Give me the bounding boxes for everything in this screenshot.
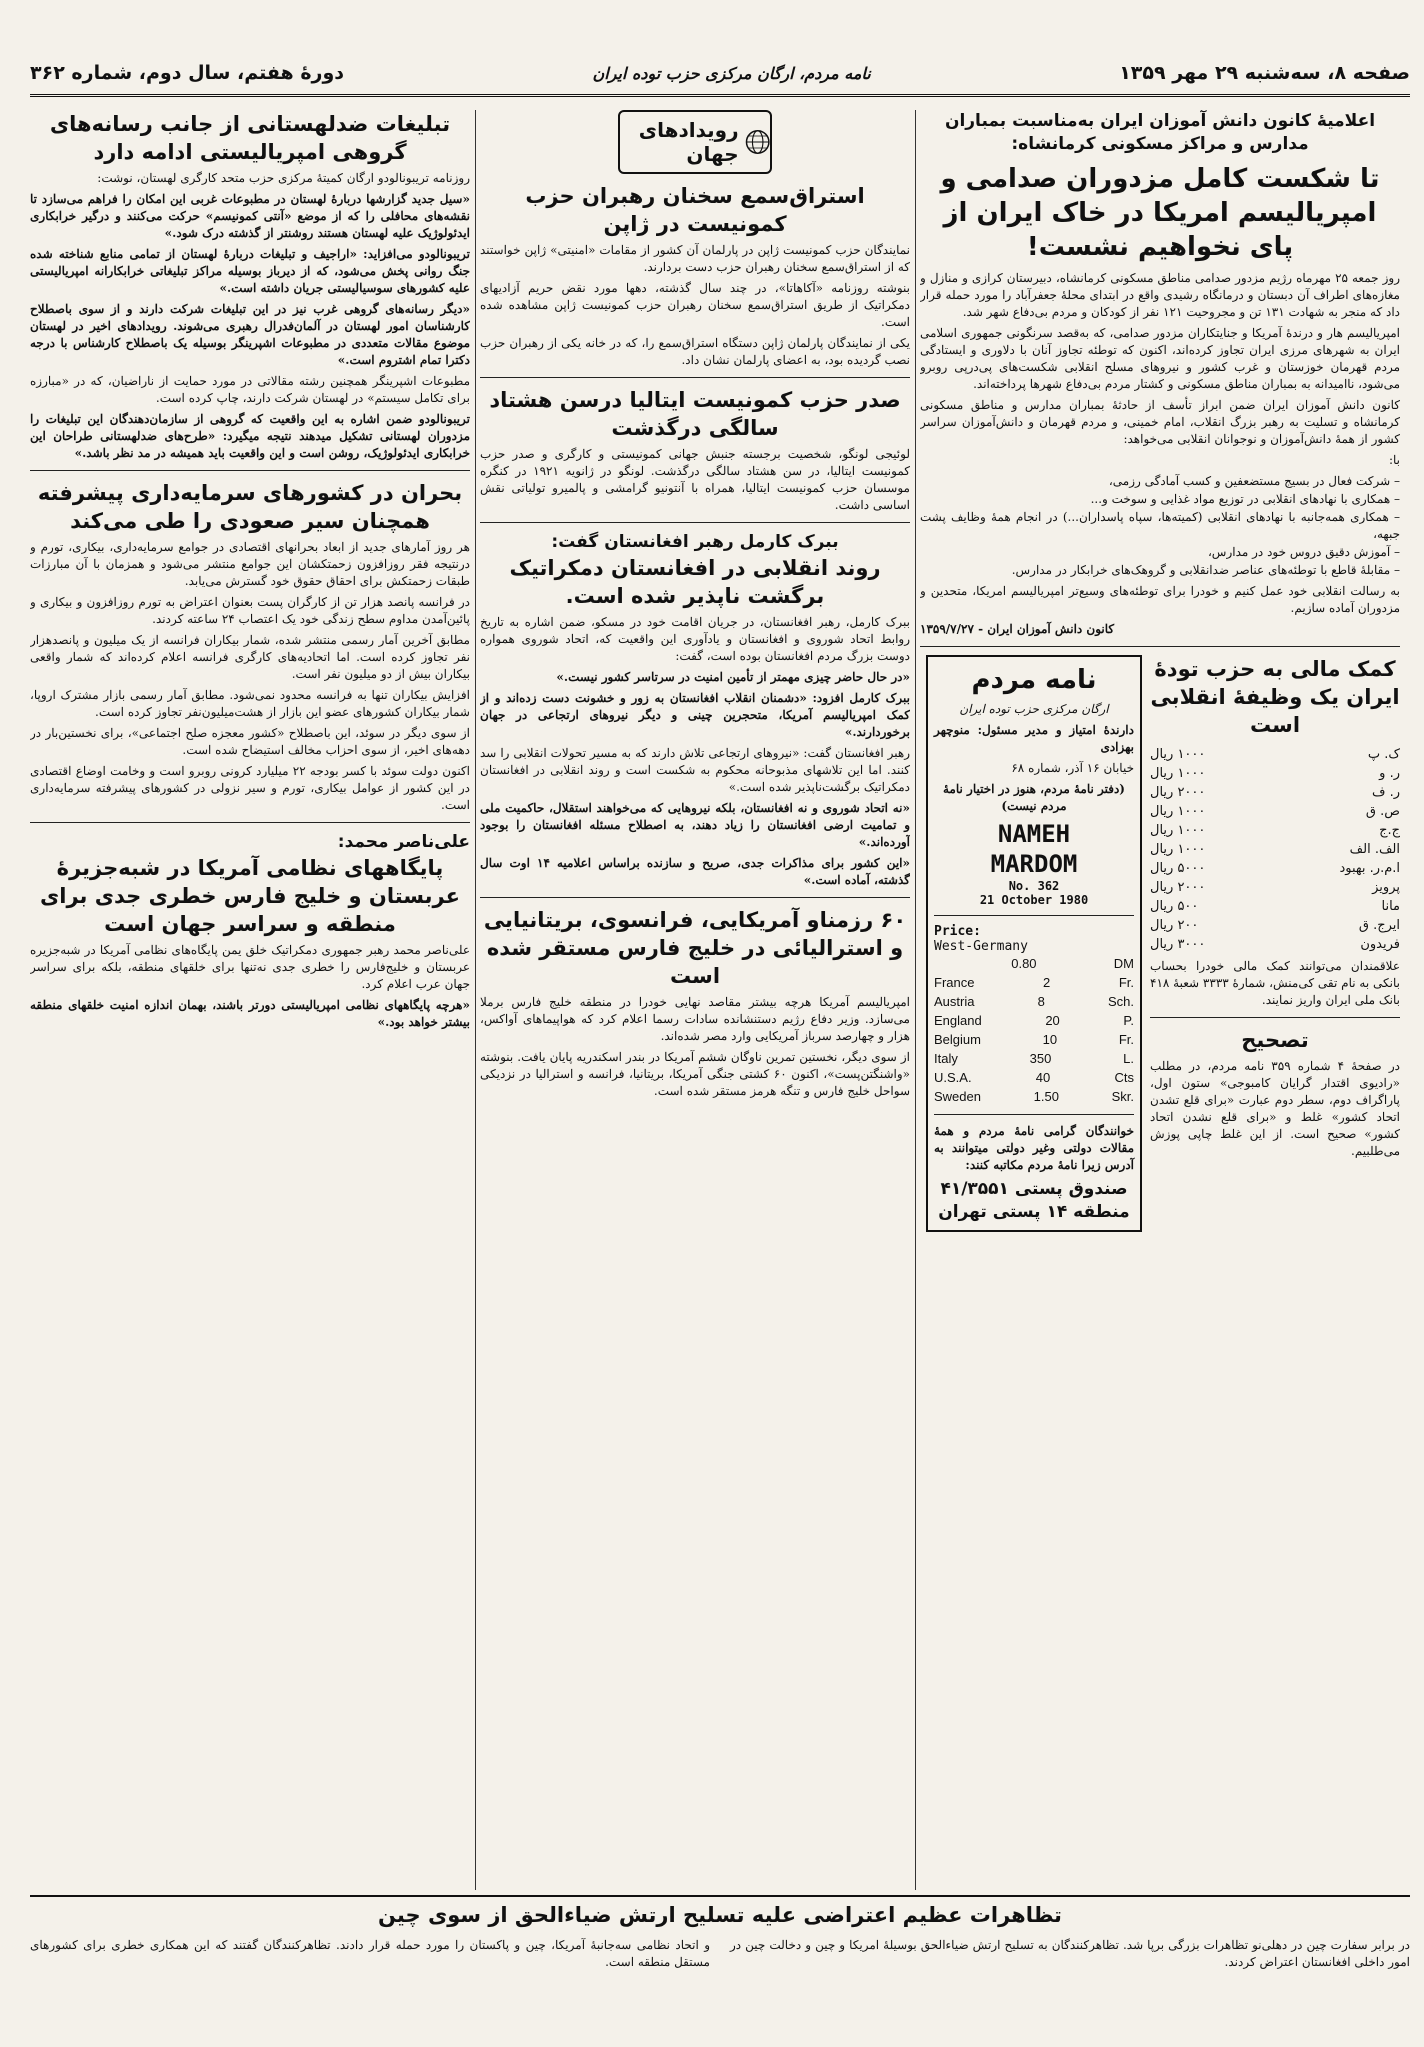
donor-list — [1150, 745, 1400, 954]
article-paragraph: روز جمعه ۲۵ مهرماه رژیم مزدور صدامی مناطق مسکونی کرمانشاه، دبیرستان کرازی و منازل و مغازه‌های اطراف آن دبستان و درمانگاه رشیدی واقع در ابتدای محلهٔ جعفرآباد را مورد حمله قرار داد که منجر به شهادت ۱۳۱ تن و مجروحیت ۱۲۱ نفر از کودکان و مردم بی‌دفاع شهر شد. — [920, 271, 1400, 319]
list-item: – آموزش دقیق دروس خود در مدارس، — [1207, 545, 1400, 559]
donor-row: ص. ق ۱۰۰۰ ریال — [1150, 804, 1400, 819]
aid-section — [1150, 655, 1400, 1232]
world-events-logo — [618, 110, 772, 174]
main-headline: تا شکست کامل مزدوران صدامی و امپریالیسم امریکا در خاک ایران از پای نخواهیم نشست! — [940, 164, 1380, 262]
column-rule — [475, 110, 476, 1890]
price-row: Sweden 1.50 Skr. — [934, 1089, 1134, 1104]
latin-title: NAMEH — [997, 820, 1071, 848]
price-row: France 2 Fr. — [934, 975, 1134, 990]
donation-note: علاقمندان می‌توانند کمک مالی خودرا بحساب بانکی به نام تقی کی‌منش، شمارهٔ ۳۳۳۳ شعبهٔ ۴۱۸ بانک ملی ایران واریز نمایند. — [1150, 959, 1400, 1007]
article-paragraph: افزایش بیکاران تنها به فرانسه محدود نمی‌شود. مطابق آمار رسمی بازار مشترک اروپا، شمار بیکاران کشورهای عضو این بازار از هشت‌میلیون‌نفر تجاوز کرده است. — [30, 688, 470, 719]
lower-right-block — [920, 655, 1400, 1232]
article-paragraph: «در حال حاضر چیزی مهمتر از تأمین امنیت در سرتاسر کشور نیست.» — [556, 670, 910, 684]
page-info: صفحه ۸، سه‌شنبه ۲۹ مهر ۱۳۵۹ — [1119, 62, 1410, 84]
list-item: – همکاری همه‌جانبه با نهادهای انقلابی (کمیته‌ها، سپاه پاسداران...) در انجام همهٔ وظایف پشت جبهه، — [920, 510, 1400, 541]
article-paragraph: علی‌ناصر محمد رهبر جمهوری دمکراتیک خلق یمن پایگاه‌های نظامی آمریکا در شبه‌جزیره عربستان و خلیج‌فارس را خطری جدی نه‌تنها برای خلقهای منطقه، بلکه برای سراسر جهان عرب اعلام کرد. — [30, 943, 470, 991]
issue-date-latin: 21 October 1980 — [979, 893, 1089, 907]
price-row: England 20 P. — [934, 1013, 1134, 1028]
article-headline: استراق‌سمع سخنان رهبران حزب کمونیست در ژاپن — [525, 184, 865, 236]
article-paragraph: مطابق آخرین آمار رسمی منتشر شده، شمار بیکاران فرانسه از یک میلیون و پانصدهزار نفر تجاوز کرده است. اما اتحادیه‌های کارگری فرانسه اعلام کرده‌اند که شمار واقعی بیکاران بیش از دو میلیون نفر است. — [30, 633, 470, 681]
donor-row: فریدون ۳۰۰۰ ریال — [1150, 937, 1400, 952]
logo-text: رویدادهای جهان — [638, 118, 739, 166]
article-paragraph: در برابر سفارت چین در دهلی‌نو تظاهرات بزرگی برپا شد. تظاهرکنندگان به تسلیح ارتش ضیاءالحق بوسیلهٔ امریکا و چین و دخالت چین در امور داخلی افغانستان اعتراض کردند. — [730, 1938, 1410, 1969]
donor-row: مانا ۵۰۰ ریال — [1150, 899, 1400, 914]
price-label: Price: — [934, 924, 981, 939]
correction-text: در صفحهٔ ۴ شماره ۳۵۹ نامه مردم، در مطلب «رادیوی اقتدار گرایان کامبوجی» ستون اول، پاراگراف دوم، سطر دوم عبارت «برای قلع تشدن اتحاد کشور» غلط و «برای قلع نشدن اتحاد کشور» صحیح است. از این غلط چاپی پوزش می‌طلبیم. — [1150, 1059, 1400, 1158]
article-headline: روند انقلابی در افغانستان دمکراتیک برگشت ناپذیر شده است. — [509, 556, 881, 608]
price-row: 0.80 DM — [1011, 956, 1134, 971]
paper-name: نامه مردم، ارگان مرکزی حزب توده ایران — [592, 63, 871, 83]
divider — [920, 646, 1400, 647]
middle-column — [480, 110, 910, 1104]
right-column — [920, 110, 1400, 1232]
article-headline: تظاهرات عظیم اعتراضی علیه تسلیح ارتش ضیاءالحق از سوی چین — [378, 1903, 1062, 1927]
signature: کانون دانش آموزان ایران - ۱۳۵۹/۷/۲۷ — [920, 622, 1115, 636]
donor-row: ایرج. ق ۲۰۰ ریال — [1150, 918, 1400, 933]
closing-paragraph: به رسالت انقلابی خود عمل کنیم و خودرا برای توطئه‌های وسیع‌تر امپریالیسم امریکا، متحدین و مزدوران آماده سازیم. — [920, 584, 1400, 615]
divider — [1150, 1017, 1400, 1018]
divider — [30, 470, 470, 471]
article-paragraph: و اتحاد نظامی سه‌جانبهٔ آمریکا، چین و پاکستان را مورد حمله قرار دادند. تظاهرکنندگان گفتند که این همکاری خطری برای کشورهای مستقل منطقه است. — [30, 1938, 710, 1969]
article-paragraph: یکی از نمایندگان پارلمان ژاپن دستگاه استراق‌سمع را، که در خانه یکی از رهبران حزب نصب گردیده بود، به اعضای پارلمان نشان داد. — [480, 336, 910, 367]
price-row: Belgium 10 Fr. — [934, 1032, 1134, 1047]
list-item: – شرکت فعال در بسیج مستضعفین و کسب آمادگی رزمی، — [1108, 474, 1400, 488]
divider — [934, 1114, 1134, 1115]
publisher-title: نامه مردم — [971, 665, 1097, 695]
page-masthead — [30, 52, 1410, 97]
article-headline: پایگاههای نظامی آمریکا در شبه‌جزیرهٔ عربستان و خلیج فارس خطری جدی برای منطقه و سراسر جهان است — [40, 856, 460, 936]
donor-row: ک. پ ۱۰۰۰ ریال — [1150, 747, 1400, 762]
article-headline: صدر حزب کمونیست ایتالیا درسن هشتاد سالگی درگذشت — [489, 388, 901, 440]
article-paragraph: نمایندگان حزب کمونیست ژاپن در پارلمان آن کشور از مقامات «امنیتی» ژاپن خواستند که از استراق‌سمع سخنان رهبران حزب دست بردارند. — [480, 243, 910, 274]
article-paragraph: «سیل جدید گزارشها دربارهٔ لهستان در مطبوعات غربی این امکان را فراهم می‌سازد تا نقشه‌های محافلی را که از موضع «آنتی کمونیسم» حرکت می‌کنند و درگیر خرابکاری ایدئولوژیک علیه لهستان هستند روشنتر از گذشته درک شود.» — [30, 192, 470, 240]
divider — [934, 915, 1134, 916]
article-paragraph: امپریالیسم هار و درندهٔ آمریکا و جنایتکاران مزدور صدامی، که به‌قصد سرنگونی جمهوری اسلامی ایران به شهرهای مرزی ایران تجاوز کرده‌اند، اکنون که توطئه تجاوز آنان با دلاوری و ایستادگی مردم قهرمان خوزستان و غرب کشور و نیروهای مسلح انقلابی شکست‌های پی‌درپی روبرو می‌شود، ناامیدانه به بمباران مناطق مسکونی و کشتار مردم بی‌دفاع شهرها پرداخته‌اند. — [920, 326, 1400, 391]
donor-row: ر. و ۱۰۰۰ ریال — [1150, 766, 1400, 781]
list-item: – مقابلهٔ قاطع با توطئه‌های عناصر ضدانقلابی و گروهک‌های خرابکار در مدارس. — [1011, 563, 1400, 577]
article-paragraph: در فرانسه پانصد هزار تن از کارگران پست بعنوان اعتراض به تورم روزافزون و بیکاری و پائین‌آمدن مداوم سطح زندگی خود یک اعتصاب ۲۴ ساعته کردند. — [30, 595, 470, 626]
po-box: صندوق پستی ۴۱/۳۵۵۱ منطقه ۱۴ پستی تهران — [938, 1179, 1130, 1222]
issue-info: دورهٔ هفتم، سال دوم، شماره ۳۶۲ — [30, 62, 345, 84]
article-paragraph: مطبوعات اشپرینگر همچنین رشته مقالاتی در مورد حمایت از ناراضیان، که در «مبارزه برای تکامل سیستم» در لهستان شرکت دارند، چاپ کرده است. — [30, 374, 470, 405]
publisher-address: خیابان ۱۶ آذر، شماره ۶۸ — [1011, 761, 1134, 775]
donor-row: ر. ف ۲۰۰۰ ریال — [1150, 785, 1400, 800]
article-paragraph: ببرک کارمل، رهبر افغانستان، در جریان اقامت خود در مسکو، ضمن اشاره به تاریخ روابط اتحاد شوروی و افغانستان و یادآوری این واقعیت که، اتحاد شوروی همواره دوست بزرگ مردم افغانستان بوده است، گفت: — [480, 615, 910, 663]
article-headline: بحران در کشورهای سرمایه‌داری پیشرفته همچنان سیر صعودی را طی می‌کند — [37, 481, 463, 533]
article-paragraph: اکنون دولت سوئد با کسر بودجه ۲۲ میلیارد کرونی روبرو است و وخامت اوضاع اقتصادی در این کشور از عوامل بیکاری، تورم و سیر نزولی در کشورهای پیشرفته سرمایه‌داری است. — [30, 764, 470, 812]
list-intro: با: — [1388, 453, 1400, 467]
article-paragraph: «دیگر رسانه‌های گروهی غرب نیز در این تبلیغات شرکت دارند و از سوی باصطلاح کارشناسان امور لهستان در آلمان‌فدرال رهبری می‌شوند. رویدادهای اخیر در لهستان موضوع مقالات متعددی در مطبوعات اشپرینگر بوسیله یک باصطلاح کارشناس با درجه دکترا تمام اشتروم است.» — [30, 302, 470, 367]
list-item: – همکاری با نهادهای انقلابی در توزیع مواد غذایی و سوخت و... — [1090, 492, 1400, 506]
article-paragraph: تریبونالودو می‌افزاید: «اراجیف و تبلیغات دربارهٔ لهستان از تمامی منابع شناخته شده جنگ روانی پخش می‌شود، که از دیرباز بوسیله مراکز تبلیغاتی خرابکارانه امپریالیستی علیه کشورهای سوسیالیستی جریان داشته است.» — [30, 247, 470, 295]
donor-row: الف. الف ۱۰۰۰ ریال — [1150, 842, 1400, 857]
price-country: West-Germany — [934, 939, 1028, 954]
publisher-note: (دفتر نامهٔ مردم، هنوز در اختیار نامهٔ مردم نیست) — [942, 782, 1125, 813]
publisher-box — [926, 655, 1142, 1232]
article-paragraph: «نه اتحاد شوروی و نه افغانستان، بلکه نیروهایی که می‌خواهند استقلال، حاکمیت ملی و تمامیت ارضی افغانستان را زیاد دهند، به اصطلاح مسئله افغانستان را بوجود آورده‌اند.» — [480, 801, 910, 849]
article-paragraph: روزنامه تریبونالودو ارگان کمیتهٔ مرکزی حزب متحد کارگری لهستان، نوشت: — [97, 171, 470, 185]
article-paragraph: بنوشته روزنامه «آکاهاتا»، در چند سال گذشته، دهها مورد نقض حریم آزادیهای دمکراتیک از طریق استراق‌سمع سخنان رهبران حزب کمونیست ژاپن مشاهده شده است. — [480, 281, 910, 329]
donor-row: ا.م.ر. بهبود ۵۰۰۰ ریال — [1150, 861, 1400, 876]
article-paragraph: «این کشور برای مذاکرات جدی، صریح و سازنده براساس اعلامیه ۱۴ اوت سال گذشته، آماده است.» — [480, 856, 910, 887]
article-paragraph: از سوی دیگر در سوئد، این باصطلاح «کشور معجزه صلح اجتماعی»، برای نخستین‌بار در دهه‌های اخیر، از سوی احزاب مخالف استیضاح شده است. — [30, 726, 470, 757]
globe-icon — [745, 125, 770, 159]
latin-title: MARDOM — [990, 850, 1078, 878]
correction-title: تصحیح — [1241, 1028, 1309, 1052]
column-rule — [915, 110, 916, 1890]
price-row: Austria 8 Sch. — [934, 994, 1134, 1009]
lead-headline: اعلامیهٔ کانون دانش آموزان ایران به‌مناسبت بمباران مدارس و مراکز مسکونی کرمانشاه: — [944, 111, 1376, 154]
article-paragraph: تریبونالودو ضمن اشاره به این واقعیت که گروهی از سازمان‌دهندگان این تبلیغات را مزدوران لهستانی تشکیل میدهند نتیجه میگیرد: «طرح‌های ضدلهستانی طراحان این خرابکاری ایدئولوژیک، روشن است و این واقعیت باید همیشه در مد نظر باشد.» — [30, 412, 470, 460]
price-row: Italy 350 L. — [934, 1051, 1134, 1066]
price-row: U.S.A. 40 Cts — [934, 1070, 1134, 1085]
article-paragraph: از سوی دیگر، نخستین تمرین ناوگان ششم آمریکا در بندر اسکندریه پایان یافت. بنوشته «واشنگتن‌پست»، اکنون ۶۰ کشتی جنگی آمریکا، بریتانیا، فرانسه و استرالیا در نزدیکی سواحل خلیج فارس و تنگه هرمز مستقر شده است. — [480, 1050, 910, 1098]
article-paragraph: «هرچه پایگاههای نظامی امپریالیستی دورتر باشند، بهمان اندازه امنیت خلقهای منطقه بیشتر خواهد بود.» — [30, 998, 470, 1029]
article-paragraph: ببرک کارمل افزود: «دشمنان انقلاب افغانستان به زور و خشونت دست زده‌اند و از کمک امپریالیسم آمریکا، متحجرین چینی و دیگر نیروهای ارتجاعی در جهان برخوردارند.» — [480, 691, 910, 739]
article-paragraph: امپریالیسم آمریکا هرچه بیشتر مقاصد نهایی خودرا در منطقه خلیج فارس برملا می‌سازد. وزیر دفاع رژیم دستنشانده سادات رسما اعلام کرد که هواپیماهای آواکس، هزار و چهارصد سرباز آمریکایی وارد مصر شده‌اند. — [480, 995, 910, 1043]
article-paragraph: رهبر افغانستان گفت: «نیروهای ارتجاعی تلاش دارند که به مسیر تحولات انقلابی را سد کنند. اما این تلاشهای مذبوحانه محکوم به شکست است و روند انقلابی در افغانستان دمکراتیک برگشت‌ناپذیر شده است.» — [480, 746, 910, 794]
article-kicker: علی‌ناصر محمد: — [337, 832, 470, 852]
donor-row: پرویز ۲۰۰۰ ریال — [1150, 880, 1400, 895]
article-headline: ۶۰ رزمناو آمریکایی، فرانسوی، بریتانیایی و استرالیائی در خلیج فارس مستقر شده است — [483, 908, 907, 988]
divider — [480, 522, 910, 523]
article-paragraph: هر روز آمارهای جدید از ابعاد بحرانهای اقتصادی در جوامع سرمایه‌داری، بیکاری، تورم و درنتیجه فقر روزافزون زحمتکشان این جوامع منتشر می‌شود و همزمان با آن مبارزات طبقات زحمتکش برای احقاق حقوق خود گسترش می‌یابد. — [30, 540, 470, 588]
divider — [480, 897, 910, 898]
article-paragraph: کانون دانش آموزان ایران ضمن ابراز تأسف از حادثهٔ بمباران مدارس و مناطق مسکونی کرمانشاه و تسلیت به رهبر بزرگ انقلاب، امام خمینی، و مردم قهرمان و دانش‌آموزان سراسر کشور از همهٔ دانش‌آموزان و نوجوانان انقلابی می‌خواهد: — [920, 398, 1400, 446]
issue-number-latin: No. 362 — [1008, 879, 1060, 893]
aid-headline: کمک مالی به حزب تودهٔ ایران یک وظیفهٔ انقلابی است — [1150, 657, 1400, 737]
bottom-article — [30, 1895, 1410, 1975]
article-kicker: ببرک کارمل رهبر افغانستان گفت: — [551, 532, 839, 552]
price-table — [934, 954, 1134, 1106]
publisher-owner: دارندهٔ امتیاز و مدیر مسئول: منوچهر بهزادی — [934, 723, 1134, 754]
divider — [30, 822, 470, 823]
reader-note: خوانندگان گرامی نامهٔ مردم و همهٔ مقالات دولتی وغیر دولتی میتوانند به آدرس زیرا نامهٔ مردم مکاتبه کنند: — [934, 1124, 1134, 1172]
donor-row: ج.ج ۱۰۰۰ ریال — [1150, 823, 1400, 838]
left-column — [30, 110, 470, 1035]
article-paragraph: لوئیجی لونگو، شخصیت برجسته جنبش جهانی کمونیستی و کارگری و صدر حزب کمونیست ایتالیا، در سن هشتاد سالگی درگذشت. لونگو در ژانویه ۱۹۲۱ در کنگره موسسان حزب کمونیست ایتالیا، همراه با آنتونیو گرامشی و پالمیرو تولیاتی نقش اساسی داشت. — [480, 447, 910, 512]
divider — [480, 377, 910, 378]
article-headline: تبلیغات ضدلهستانی از جانب رسانه‌های گروهی امپریالیستی ادامه دارد — [49, 112, 451, 164]
publisher-subtitle: ارگان مرکزی حزب توده ایران — [959, 702, 1109, 716]
bottom-body — [30, 1933, 1410, 1975]
